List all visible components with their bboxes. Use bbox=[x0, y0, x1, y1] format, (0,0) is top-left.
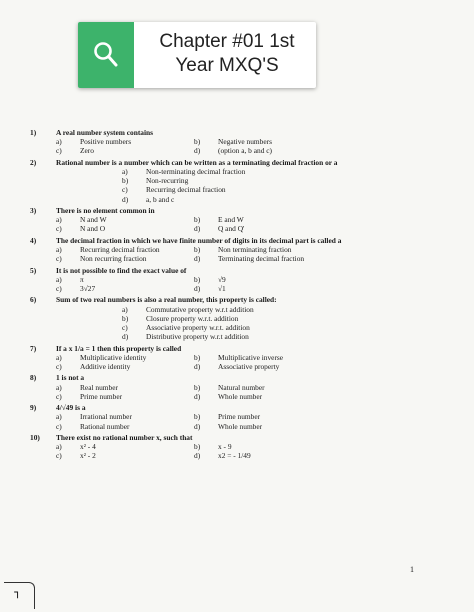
option-letter: a) bbox=[56, 274, 62, 284]
option-text: Prime number bbox=[80, 391, 123, 401]
answer-option[interactable] bbox=[194, 451, 314, 460]
answer-option[interactable] bbox=[122, 332, 450, 341]
answer-option[interactable] bbox=[56, 224, 194, 233]
option-text: Recurring decimal fraction bbox=[80, 245, 160, 254]
answer-option[interactable] bbox=[194, 215, 314, 224]
question-item bbox=[30, 344, 450, 374]
answer-option[interactable] bbox=[194, 412, 314, 421]
option-text: Whole number bbox=[218, 391, 263, 401]
answer-option[interactable] bbox=[194, 284, 314, 293]
answer-option[interactable] bbox=[194, 353, 314, 362]
option-text: Terminating decimal fraction bbox=[218, 254, 305, 264]
option-text: π bbox=[80, 274, 84, 284]
option-letter: a) bbox=[56, 442, 62, 452]
option-letter: a) bbox=[56, 245, 62, 254]
option-letter: c) bbox=[56, 362, 62, 371]
banner-title bbox=[138, 30, 316, 78]
answer-option[interactable] bbox=[194, 245, 314, 254]
option-letter: c) bbox=[56, 284, 62, 293]
question-number: 6) bbox=[30, 295, 37, 305]
option-text: Associative property bbox=[218, 362, 280, 371]
option-letter: b) bbox=[122, 313, 129, 323]
answer-option[interactable] bbox=[122, 176, 450, 185]
option-letter: a) bbox=[56, 382, 62, 392]
question-item bbox=[30, 158, 450, 206]
option-letter: b) bbox=[194, 412, 201, 422]
option-letter: b) bbox=[122, 176, 129, 186]
search-icon bbox=[93, 41, 119, 69]
option-text: √1 bbox=[218, 284, 226, 293]
banner-title-line2: Year MXQ'S bbox=[175, 55, 279, 76]
question-item bbox=[30, 266, 450, 296]
option-letter: c) bbox=[122, 323, 128, 332]
answer-option[interactable] bbox=[56, 353, 194, 362]
question-text: There is no element common in bbox=[56, 206, 155, 215]
option-list bbox=[30, 275, 450, 293]
option-letter: d) bbox=[194, 146, 201, 156]
answer-option[interactable] bbox=[56, 392, 194, 401]
question-text: Sum of two real numbers is also a real number, this property is called: bbox=[56, 295, 277, 305]
question-item bbox=[30, 128, 450, 158]
option-letter: d) bbox=[194, 391, 201, 401]
option-letter: d) bbox=[194, 362, 201, 371]
answer-option[interactable] bbox=[56, 275, 194, 284]
question-number: 8) bbox=[30, 373, 37, 383]
option-letter: d) bbox=[194, 254, 201, 264]
option-letter: c) bbox=[56, 254, 62, 264]
option-text: Irrational number bbox=[80, 412, 132, 422]
answer-option[interactable] bbox=[194, 383, 314, 392]
option-text: Natural number bbox=[218, 382, 265, 392]
answer-option[interactable] bbox=[56, 422, 194, 431]
option-text: Non-recurring bbox=[146, 176, 189, 186]
option-text: Positive numbers bbox=[80, 137, 132, 147]
question-number: 10) bbox=[30, 432, 40, 442]
option-letter: d) bbox=[194, 284, 201, 293]
option-letter: a) bbox=[56, 215, 62, 225]
option-letter: c) bbox=[56, 146, 62, 156]
question-text: A real number system contains bbox=[56, 128, 154, 137]
option-text: Additive identity bbox=[80, 362, 131, 371]
question-item bbox=[30, 403, 450, 433]
option-text: Commutative property w.r.t addition bbox=[146, 304, 254, 314]
question-text: Rational number is a number which can be written as a terminating decimal fraction or a bbox=[56, 157, 338, 167]
answer-option[interactable] bbox=[56, 362, 194, 371]
answer-option[interactable] bbox=[122, 314, 450, 323]
answer-option[interactable] bbox=[56, 284, 194, 293]
question-text: 1 is not a bbox=[56, 373, 85, 383]
answer-option[interactable] bbox=[56, 146, 194, 155]
answer-option[interactable] bbox=[56, 254, 194, 263]
option-text: Q and Q' bbox=[218, 224, 245, 234]
answer-option[interactable] bbox=[56, 451, 194, 460]
option-letter: a) bbox=[56, 412, 62, 422]
answer-option[interactable] bbox=[194, 146, 314, 155]
question-text: 4/√49 is a bbox=[56, 403, 86, 413]
option-text: Non terminating fraction bbox=[218, 245, 292, 254]
answer-option[interactable] bbox=[194, 422, 314, 431]
option-letter: c) bbox=[56, 421, 62, 431]
answer-option[interactable] bbox=[122, 167, 450, 176]
option-list bbox=[30, 412, 450, 430]
option-text: Recurring decimal fraction bbox=[146, 185, 226, 195]
option-list bbox=[30, 305, 450, 342]
option-text: Distributive property w.r.t addition bbox=[146, 332, 249, 342]
banner-title-line1: Chapter #01 1st bbox=[159, 31, 295, 52]
search-button[interactable] bbox=[78, 22, 134, 88]
option-letter: d) bbox=[122, 194, 129, 204]
option-text: Closure property w.r.t. addition bbox=[146, 313, 239, 323]
option-letter: d) bbox=[194, 451, 201, 461]
option-letter: b) bbox=[194, 382, 201, 392]
answer-option[interactable] bbox=[194, 254, 314, 263]
option-letter: b) bbox=[194, 245, 201, 254]
option-letter: b) bbox=[194, 274, 201, 284]
option-text: Rational number bbox=[80, 421, 130, 431]
answer-option[interactable] bbox=[122, 185, 450, 194]
question-number: 7) bbox=[30, 343, 37, 353]
back-icon: ⌐ bbox=[10, 590, 27, 600]
option-text: x² - 2 bbox=[80, 451, 96, 461]
question-list bbox=[30, 128, 450, 463]
option-text: Non recurring fraction bbox=[80, 254, 147, 264]
option-text: (option a, b and c) bbox=[218, 146, 272, 156]
question-text: It is not possible to find the exact value of bbox=[56, 265, 187, 275]
option-letter: a) bbox=[56, 352, 62, 362]
option-text: Negative numbers bbox=[218, 137, 272, 147]
question-number: 2) bbox=[30, 157, 37, 167]
answer-option[interactable] bbox=[56, 245, 194, 254]
option-letter: b) bbox=[194, 137, 201, 147]
option-letter: c) bbox=[56, 224, 62, 234]
option-text: Whole number bbox=[218, 421, 263, 431]
option-text: 3√27 bbox=[80, 284, 96, 293]
option-list bbox=[30, 353, 450, 371]
option-list bbox=[30, 215, 450, 233]
question-item bbox=[30, 433, 450, 463]
answer-option[interactable] bbox=[122, 195, 450, 204]
answer-option[interactable] bbox=[56, 442, 194, 451]
option-text: Multiplicative identity bbox=[80, 352, 147, 362]
option-text: Prime number bbox=[218, 412, 261, 422]
option-letter: c) bbox=[122, 185, 128, 195]
option-text: a, b and c bbox=[146, 194, 175, 204]
option-list bbox=[30, 245, 450, 263]
option-text: Real number bbox=[80, 382, 118, 392]
question-number: 1) bbox=[30, 128, 37, 137]
option-text: Multiplicative inverse bbox=[218, 352, 284, 362]
answer-option[interactable] bbox=[194, 362, 314, 371]
question-item bbox=[30, 206, 450, 236]
option-text: N and W bbox=[80, 215, 107, 225]
page-number: 1 bbox=[410, 565, 414, 574]
back-button[interactable] bbox=[4, 582, 35, 609]
answer-option[interactable] bbox=[194, 137, 314, 146]
question-number: 9) bbox=[30, 403, 37, 413]
question-item bbox=[30, 373, 450, 403]
option-text: Non-terminating decimal fraction bbox=[146, 167, 246, 176]
answer-option[interactable] bbox=[56, 383, 194, 392]
question-item bbox=[30, 295, 450, 343]
answer-option[interactable] bbox=[122, 323, 450, 332]
option-text: x2 = - 1/49 bbox=[218, 451, 251, 461]
option-letter: d) bbox=[194, 224, 201, 234]
answer-option[interactable] bbox=[56, 137, 194, 146]
option-text: Zero bbox=[80, 146, 94, 156]
option-letter: c) bbox=[56, 451, 62, 461]
option-text: E and W bbox=[218, 215, 244, 225]
option-letter: c) bbox=[56, 391, 62, 401]
answer-option[interactable] bbox=[194, 275, 314, 284]
answer-option[interactable] bbox=[194, 392, 314, 401]
option-list bbox=[30, 137, 450, 155]
option-text: Associative property w.r.t. addition bbox=[146, 323, 250, 332]
answer-option[interactable] bbox=[56, 412, 194, 421]
answer-option[interactable] bbox=[56, 215, 194, 224]
question-item bbox=[30, 236, 450, 266]
question-text: There exist no rational number x, such that bbox=[56, 432, 193, 442]
question-number: 5) bbox=[30, 265, 37, 275]
option-letter: d) bbox=[122, 332, 129, 342]
option-letter: b) bbox=[194, 352, 201, 362]
option-letter: b) bbox=[194, 442, 201, 452]
option-list bbox=[30, 167, 450, 204]
option-letter: a) bbox=[122, 167, 128, 176]
option-text: x² - 4 bbox=[80, 442, 96, 452]
option-letter: d) bbox=[194, 421, 201, 431]
question-number: 3) bbox=[30, 206, 37, 215]
option-text: x - 9 bbox=[218, 442, 232, 452]
answer-option[interactable] bbox=[194, 442, 314, 451]
option-text: √9 bbox=[218, 274, 226, 284]
option-letter: a) bbox=[122, 304, 128, 314]
question-text: If a x 1/a = 1 then this property is called bbox=[56, 343, 182, 353]
answer-option[interactable] bbox=[194, 224, 314, 233]
option-letter: a) bbox=[56, 137, 62, 147]
question-text: The decimal fraction in which we have finite number of digits in its decimal part is called a bbox=[56, 235, 342, 245]
answer-option[interactable] bbox=[122, 305, 450, 314]
option-list bbox=[30, 442, 450, 460]
option-letter: b) bbox=[194, 215, 201, 225]
search-banner[interactable] bbox=[78, 22, 316, 88]
question-number: 4) bbox=[30, 235, 37, 245]
option-list bbox=[30, 383, 450, 401]
option-text: N and O bbox=[80, 224, 106, 234]
